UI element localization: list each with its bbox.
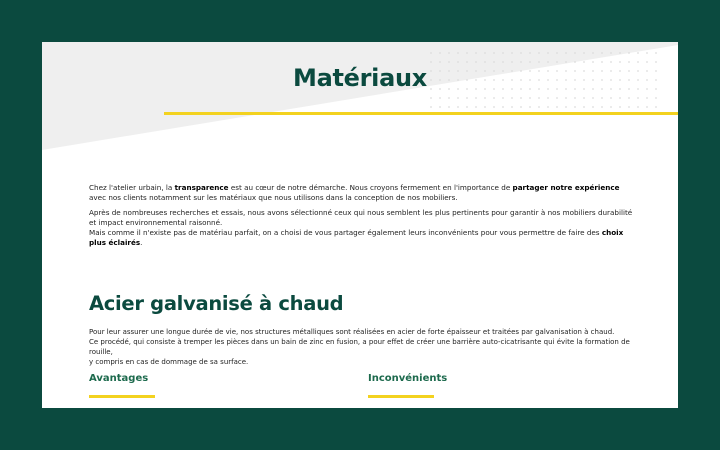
title-underline xyxy=(164,112,678,115)
highlight-choix: choix plus éclairés xyxy=(89,228,624,247)
page-title: Matériaux xyxy=(293,64,427,92)
page-card xyxy=(42,42,678,408)
drawbacks-heading: Inconvénients xyxy=(368,373,448,384)
highlight-partager: partager notre expérience xyxy=(512,183,620,192)
section-line-3: y compris en cas de dommage de sa surface. xyxy=(89,358,249,366)
advantages-underline xyxy=(89,395,155,398)
intro-text xyxy=(89,183,637,253)
highlight-transparence: transparence xyxy=(174,183,229,192)
section-description xyxy=(89,327,649,367)
intro-paragraph-2: Après de nombreuses recherches et essais, nous avons sélectionné ceux qui nous semblent les plus pertinents pour garantir à nos mobiliers durabilité et impact environnemental raisonné. Mais comme il n'existe pas de matériau parfait, on a choisi de vous partager également leurs inconvénients pour vous permettre de faire des choix plus éclairés. xyxy=(89,208,633,247)
advantages-heading: Avantages xyxy=(89,373,149,384)
section-title: Acier galvanisé à chaud xyxy=(89,292,344,315)
section-line-1: Pour leur assurer une longue durée de vie, nos structures métalliques sont réalisées en acier de forte épaisseur et traitées par galvanisation à chaud. xyxy=(89,328,615,336)
intro-paragraph-1: Chez l'atelier urbain, la transparence est au cœur de notre démarche. Nous croyons fermement en l'importance de partager notre expérience avec nos clients notamment sur les matériaux que nous utilisons dans la conception de nos mobiliers. xyxy=(89,183,620,202)
hero-background xyxy=(42,42,678,162)
section-line-2: Ce procédé, qui consiste à tremper les pièces dans un bain de zinc en fusion, a pour effet de créer une barrière auto-cicatrisante qui évite la formation de rouille, xyxy=(89,338,630,356)
drawbacks-underline xyxy=(368,395,434,398)
